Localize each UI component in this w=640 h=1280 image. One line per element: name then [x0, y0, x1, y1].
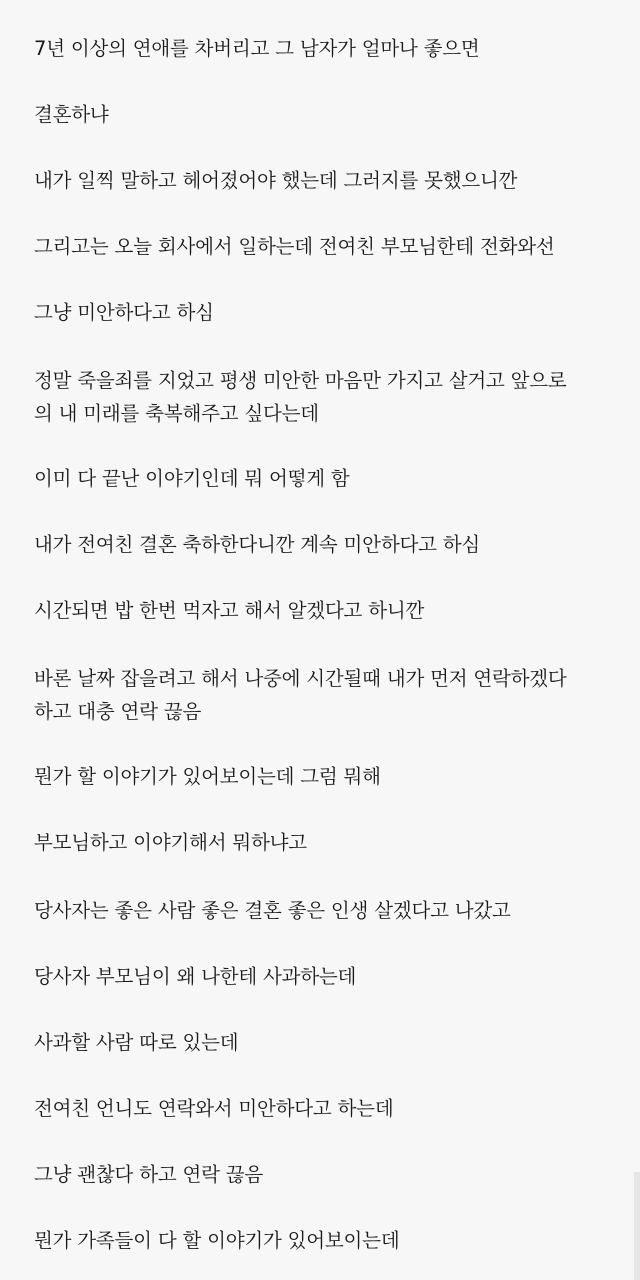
paragraph-8	[34, 528, 624, 561]
paragraph-10	[34, 662, 624, 728]
paragraph-line: 그냥 괜찮다 하고 연락 끊음	[34, 1163, 264, 1186]
paragraph-line: 바론 날짜 잡을려고 해서 나중에 시간될때 내가 먼저 연락하겠다	[34, 667, 567, 690]
paragraph-3	[34, 164, 624, 197]
paragraph-line: 부모님하고 이야기해서 뭐하냐고	[34, 831, 307, 854]
paragraph-18	[34, 1224, 624, 1257]
paragraph-line: 7년 이상의 연애를 차버리고 그 남자가 얼마나 좋으면	[34, 37, 480, 60]
paragraph-7	[34, 462, 624, 495]
paragraph-line: 시간되면 밥 한번 먹자고 해서 알겠다고 하니깐	[34, 599, 425, 622]
paragraph-17	[34, 1158, 624, 1191]
paragraph-line: 의 내 미래를 축복해주고 싶다는데	[34, 402, 319, 425]
scrollbar-track[interactable]	[634, 1172, 640, 1280]
paragraph-line: 결혼하냐	[34, 103, 109, 126]
paragraph-line: 이미 다 끝난 이야기인데 뭐 어떻게 함	[34, 467, 350, 490]
paragraph-line: 내가 전여친 결혼 축하한다니깐 계속 미안하다고 하심	[34, 533, 481, 556]
paragraph-line: 정말 죽을죄를 지었고 평생 미안한 마음만 가지고 살거고 앞으로	[34, 369, 567, 392]
paragraph-1	[34, 32, 624, 65]
paragraph-line: 사과할 사람 따로 있는데	[34, 1031, 239, 1054]
paragraph-14	[34, 960, 624, 993]
paragraph-13	[34, 894, 624, 927]
paragraph-line: 뭔가 가족들이 다 할 이야기가 있어보이는데	[34, 1229, 400, 1252]
paragraph-line: 당사자는 좋은 사람 좋은 결혼 좋은 인생 살겠다고 나갔고	[34, 899, 511, 922]
paragraph-16	[34, 1092, 624, 1125]
paragraph-12	[34, 826, 624, 859]
paragraph-6	[34, 364, 624, 430]
paragraph-5	[34, 296, 624, 329]
paragraph-line: 하고 대충 연락 끊음	[34, 700, 202, 723]
paragraph-line: 당사자 부모님이 왜 나한테 사과하는데	[34, 965, 357, 988]
paragraph-2	[34, 98, 624, 131]
paragraph-4	[34, 230, 624, 263]
paragraph-line: 그냥 미안하다고 하심	[34, 301, 214, 324]
paragraph-line: 그리고는 오늘 회사에서 일하는데 전여친 부모님한테 전화와선	[34, 235, 555, 258]
paragraph-line: 전여친 언니도 연락와서 미안하다고 하는데	[34, 1097, 394, 1120]
paragraph-15	[34, 1026, 624, 1059]
paragraph-line: 내가 일찍 말하고 헤어졌어야 했는데 그러지를 못했으니깐	[34, 169, 518, 192]
paragraph-line: 뭔가 할 이야기가 있어보이는데 그럼 뭐해	[34, 765, 381, 788]
paragraph-11	[34, 760, 624, 793]
paragraph-9	[34, 594, 624, 627]
